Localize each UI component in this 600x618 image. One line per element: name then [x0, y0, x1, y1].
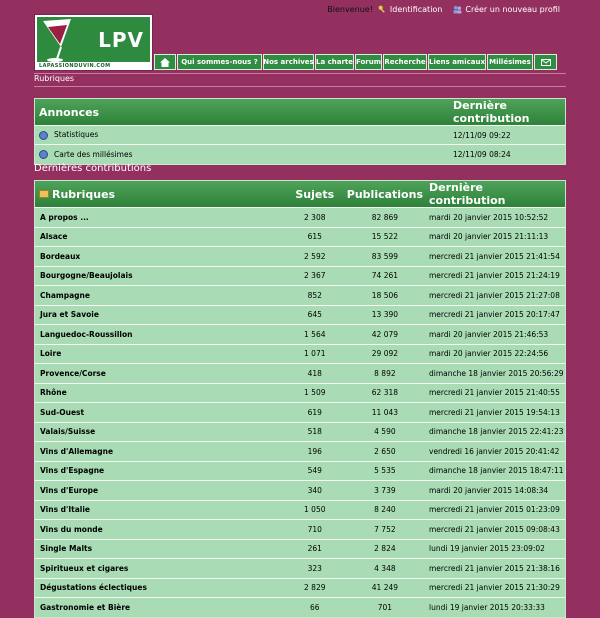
- forum-last-post[interactable]: mercredi 21 janvier 2015 21:30:29: [427, 578, 565, 598]
- forum-topics: 66: [287, 598, 343, 618]
- forum-name[interactable]: Alsace: [35, 227, 287, 247]
- announcement-date: 12/11/09 08:24: [451, 145, 565, 164]
- forum-posts: 41 249: [343, 578, 427, 598]
- info-icon: [39, 150, 48, 159]
- forum-name[interactable]: Jura et Savoie: [35, 305, 287, 325]
- forum-posts: 83 599: [343, 247, 427, 267]
- forum-posts: 4 590: [343, 422, 427, 442]
- forum-name[interactable]: Single Malts: [35, 539, 287, 559]
- forums-posts-header: Publications: [346, 187, 423, 201]
- forum-posts: 5 535: [343, 461, 427, 481]
- forum-topics: 418: [287, 364, 343, 384]
- table-row[interactable]: [35, 208, 565, 228]
- forum-name[interactable]: Vins d'Espagne: [35, 461, 287, 481]
- announcements-last-header: Dernière contribution: [453, 99, 530, 125]
- table-row[interactable]: [35, 227, 565, 247]
- mail-icon: [541, 59, 551, 66]
- forum-last-post[interactable]: mardi 20 janvier 2015 22:24:56: [427, 344, 565, 364]
- announcements-header: [35, 99, 565, 126]
- forum-topics: 1 509: [287, 383, 343, 403]
- forum-name[interactable]: Champagne: [35, 286, 287, 306]
- forum-topics: 619: [287, 403, 343, 423]
- main-nav: [154, 54, 566, 70]
- table-row[interactable]: [35, 247, 565, 267]
- forum-name[interactable]: Loire: [35, 344, 287, 364]
- forum-posts: 62 318: [343, 383, 427, 403]
- table-row[interactable]: [35, 344, 565, 364]
- forums-table: [34, 180, 566, 618]
- forum-topics: 615: [287, 227, 343, 247]
- forum-posts: 11 043: [343, 403, 427, 423]
- forum-topics: 852: [287, 286, 343, 306]
- table-row[interactable]: [35, 403, 565, 423]
- users-icon: [453, 5, 462, 14]
- nav-home[interactable]: [154, 54, 176, 70]
- announcements-title: Annonces: [39, 105, 100, 119]
- table-row[interactable]: [35, 442, 565, 462]
- logo-url: LAPASSIONDUVIN.COM: [39, 63, 111, 69]
- forums-last-header: Dernière contribution: [429, 181, 506, 207]
- forum-name[interactable]: Languedoc-Roussillon: [35, 325, 287, 345]
- register-label: Créer un nouveau profil: [465, 5, 560, 14]
- register-link[interactable]: [453, 5, 560, 14]
- forum-posts: 701: [343, 598, 427, 618]
- forum-topics: 1 050: [287, 500, 343, 520]
- forum-posts: 2 650: [343, 442, 427, 462]
- forum-topics: 261: [287, 539, 343, 559]
- forum-topics: 2 829: [287, 578, 343, 598]
- table-row[interactable]: [35, 305, 565, 325]
- forum-last-post[interactable]: dimanche 18 janvier 2015 20:56:29: [427, 364, 565, 384]
- nav-search[interactable]: Recherche: [383, 54, 427, 70]
- forum-name[interactable]: Sud-Ouest: [35, 403, 287, 423]
- table-row[interactable]: [35, 364, 565, 384]
- logo-banner: [37, 17, 150, 62]
- forum-last-post[interactable]: dimanche 18 janvier 2015 22:41:23: [427, 422, 565, 442]
- forum-last-post[interactable]: mardi 20 janvier 2015 21:11:13: [427, 227, 565, 247]
- login-link[interactable]: [378, 5, 442, 14]
- table-row[interactable]: [35, 126, 565, 145]
- forum-last-post[interactable]: mercredi 21 janvier 2015 21:38:16: [427, 559, 565, 579]
- forum-posts: 18 506: [343, 286, 427, 306]
- forum-topics: 323: [287, 559, 343, 579]
- forum-last-post[interactable]: mercredi 21 janvier 2015 21:40:55: [427, 383, 565, 403]
- table-row[interactable]: [35, 559, 565, 579]
- recent-contributions-link[interactable]: Dernières contributions: [34, 163, 152, 174]
- table-row[interactable]: [35, 520, 565, 540]
- forums-name-label: Rubriques: [52, 187, 116, 201]
- forum-last-post[interactable]: mardi 20 janvier 2015 21:46:53: [427, 325, 565, 345]
- forum-posts: 3 739: [343, 481, 427, 501]
- site-logo[interactable]: [34, 14, 153, 71]
- table-row[interactable]: [35, 286, 565, 306]
- login-label: Identification: [389, 5, 443, 14]
- table-row[interactable]: [35, 383, 565, 403]
- forum-topics: 1 564: [287, 325, 343, 345]
- forum-name[interactable]: Provence/Corse: [35, 364, 287, 384]
- forum-name[interactable]: Valais/Suisse: [35, 422, 287, 442]
- forum-posts: 8 240: [343, 500, 427, 520]
- table-row[interactable]: [35, 325, 565, 345]
- forum-topics: 518: [287, 422, 343, 442]
- table-row[interactable]: [35, 422, 565, 442]
- forum-topics: 196: [287, 442, 343, 462]
- welcome-text: Bienvenue!: [327, 5, 373, 14]
- info-icon: [39, 131, 48, 140]
- forum-last-post[interactable]: mercredi 21 janvier 2015 01:23:09: [427, 500, 565, 520]
- forum-name[interactable]: Gastronomie et Bière: [35, 598, 287, 618]
- forum-name[interactable]: Bordeaux: [35, 247, 287, 267]
- divider: [34, 86, 566, 87]
- forum-last-post[interactable]: mardi 20 janvier 2015 10:52:52: [427, 208, 565, 228]
- forum-last-post[interactable]: lundi 19 janvier 2015 23:09:02: [427, 539, 565, 559]
- forum-posts: 82 869: [343, 208, 427, 228]
- nav-mail[interactable]: [534, 54, 557, 70]
- table-row[interactable]: [35, 266, 565, 286]
- table-row[interactable]: [35, 500, 565, 520]
- forum-topics: 710: [287, 520, 343, 540]
- forum-posts: 7 752: [343, 520, 427, 540]
- nav-forum[interactable]: Forum: [355, 54, 382, 70]
- forum-posts: 4 348: [343, 559, 427, 579]
- breadcrumb[interactable]: Rubriques: [34, 74, 75, 83]
- forum-posts: 29 092: [343, 344, 427, 364]
- forum-last-post[interactable]: mardi 20 janvier 2015 14:08:34: [427, 481, 565, 501]
- announcements-table: [34, 98, 566, 165]
- forums-topics-header: Sujets: [295, 187, 335, 201]
- nav-about[interactable]: Qui sommes-nous ?: [177, 54, 262, 70]
- nav-links[interactable]: Liens amicaux: [428, 54, 486, 70]
- forum-last-post[interactable]: mercredi 21 janvier 2015 09:08:43: [427, 520, 565, 540]
- forum-last-post[interactable]: mercredi 21 janvier 2015 21:24:19: [427, 266, 565, 286]
- folder-icon: [39, 190, 49, 198]
- forum-name[interactable]: Vins d'Allemagne: [35, 442, 287, 462]
- table-row[interactable]: [35, 145, 565, 164]
- forum-name[interactable]: Spiritueux et cigares: [35, 559, 287, 579]
- table-row[interactable]: [35, 461, 565, 481]
- nav-charter[interactable]: La charte: [315, 54, 354, 70]
- forum-last-post[interactable]: mercredi 21 janvier 2015 21:41:54: [427, 247, 565, 267]
- forum-name[interactable]: Rhône: [35, 383, 287, 403]
- forum-name[interactable]: A propos ...: [35, 208, 287, 228]
- forum-name[interactable]: Bourgogne/Beaujolais: [35, 266, 287, 286]
- table-row[interactable]: [35, 481, 565, 501]
- forum-topics: 1 071: [287, 344, 343, 364]
- forum-name[interactable]: Vins d'Europe: [35, 481, 287, 501]
- forum-last-post[interactable]: lundi 19 janvier 2015 20:33:33: [427, 598, 565, 618]
- table-row[interactable]: [35, 598, 565, 618]
- announcement-title[interactable]: Statistiques: [54, 130, 99, 140]
- forum-posts: 8 892: [343, 364, 427, 384]
- forum-topics: 2 367: [287, 266, 343, 286]
- forum-topics: 549: [287, 461, 343, 481]
- forum-name[interactable]: Dégustations éclectiques: [35, 578, 287, 598]
- forum-last-post[interactable]: mercredi 21 janvier 2015 19:54:13: [427, 403, 565, 423]
- user-bar: [327, 5, 560, 14]
- divider: [34, 73, 566, 74]
- forum-posts: 42 079: [343, 325, 427, 345]
- announcement-title[interactable]: Carte des millésimes: [54, 149, 133, 159]
- table-row[interactable]: [35, 578, 565, 598]
- announcement-date: 12/11/09 09:22: [451, 126, 565, 145]
- table-row[interactable]: [35, 539, 565, 559]
- forum-last-post[interactable]: mercredi 21 janvier 2015 21:27:08: [427, 286, 565, 306]
- forum-topics: 340: [287, 481, 343, 501]
- forum-last-post[interactable]: vendredi 16 janvier 2015 20:41:42: [427, 442, 565, 462]
- forum-posts: 74 261: [343, 266, 427, 286]
- key-icon: [378, 5, 387, 14]
- forums-header: [35, 181, 565, 208]
- logo-text: LPV: [98, 28, 144, 52]
- forum-last-post[interactable]: dimanche 18 janvier 2015 18:47:11: [427, 461, 565, 481]
- nav-archives[interactable]: Nos archives: [263, 54, 314, 70]
- forum-name[interactable]: Vins d'Italie: [35, 500, 287, 520]
- nav-vintages[interactable]: Millésimes: [487, 54, 533, 70]
- forum-topics: 2 592: [287, 247, 343, 267]
- forum-topics: 2 308: [287, 208, 343, 228]
- forum-last-post[interactable]: mercredi 21 janvier 2015 20:17:47: [427, 305, 565, 325]
- forum-topics: 645: [287, 305, 343, 325]
- forum-posts: 15 522: [343, 227, 427, 247]
- forum-posts: 13 390: [343, 305, 427, 325]
- wine-glass-icon: [37, 17, 97, 62]
- forum-name[interactable]: Vins du monde: [35, 520, 287, 540]
- home-icon: [160, 58, 170, 67]
- forum-posts: 2 824: [343, 539, 427, 559]
- forums-name-header: [35, 181, 287, 208]
